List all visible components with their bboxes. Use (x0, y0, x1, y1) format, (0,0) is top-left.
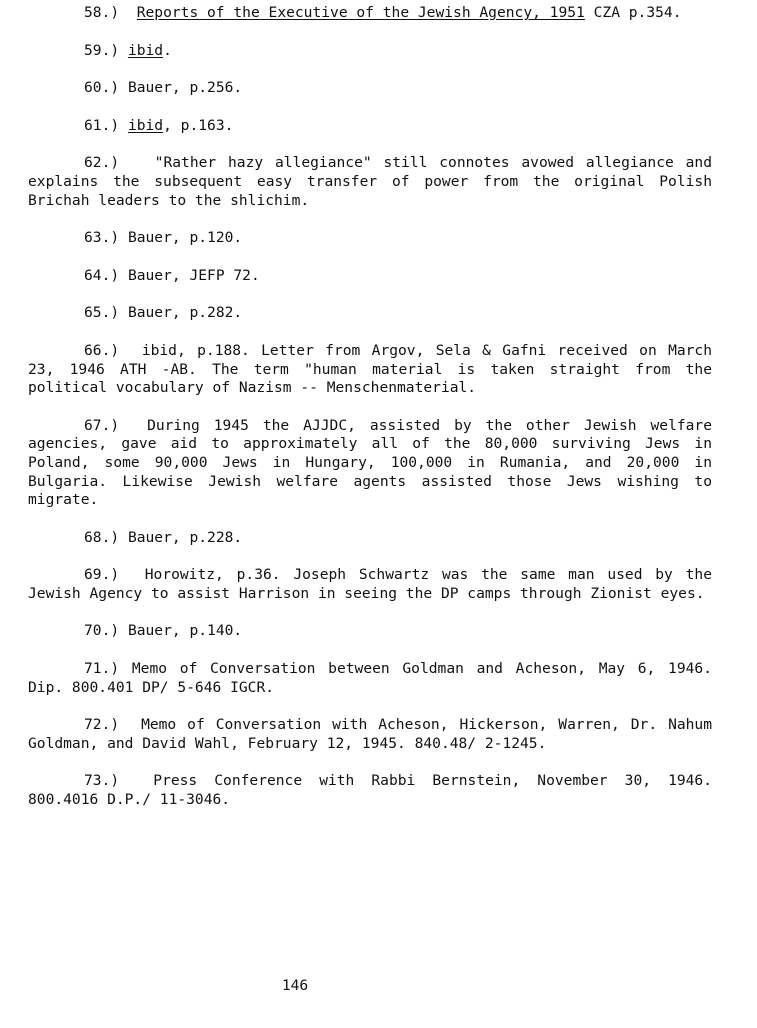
note-number: 68.) (84, 528, 120, 546)
note-text: ibid, p.188. Letter from Argov, Sela & Gafni received on March 23, 1946 ATH -AB. The term "human material is taken straight from the political vocabulary of Nazism -- Menschenmaterial. (28, 341, 713, 397)
note-number: 65.) (84, 304, 120, 322)
endnote-66 (28, 342, 712, 398)
note-number: 71.) (84, 660, 120, 678)
endnote-71 (28, 660, 712, 697)
endnote-60 (28, 79, 712, 98)
note-text: Bauer, JEFP 72. (127, 266, 260, 284)
note-number: 70.) (84, 622, 120, 640)
note-text: Memo of Conversation with Acheson, Hickerson, Warren, Dr. Nahum Goldman, and David Wahl, February 12, 1945. 840.48/ 2-1245. (28, 716, 712, 752)
endnote-63 (28, 229, 712, 248)
note-number: 66.) (84, 341, 120, 359)
endnote-65 (28, 304, 712, 323)
note-number: 60.) (84, 79, 120, 97)
note-number: 67.) (84, 416, 120, 434)
note-title: Reports of the Executive of the Jewish Agency, 1951 (136, 4, 585, 21)
note-text: Horowitz, p.36. Joseph Schwartz was the same man used by the Jewish Agency to assist Harrison in seeing the DP camps through Zionist eyes. (28, 566, 712, 602)
endnote-64 (28, 267, 712, 286)
note-text: Bauer, p.140. (127, 622, 243, 640)
note-number: 58.) (84, 4, 120, 21)
note-number: 59.) (84, 41, 120, 59)
note-number: 73.) (84, 772, 120, 790)
endnote-72 (28, 716, 712, 753)
endnote-73 (28, 772, 712, 809)
endnote-70 (28, 622, 712, 641)
endnote-61 (28, 117, 712, 136)
page-number: 146 (281, 977, 309, 994)
endnote-67 (28, 417, 712, 510)
note-number: 72.) (84, 716, 120, 734)
note-number: 63.) (84, 229, 120, 247)
note-text: Bauer, p.282. (127, 304, 243, 322)
endnotes-page (28, 4, 712, 829)
endnote-58 (28, 4, 712, 23)
endnote-69 (28, 566, 712, 603)
note-text: Bauer, p.228. (127, 528, 243, 546)
note-number: 61.) (84, 116, 120, 134)
endnote-62 (28, 154, 712, 210)
endnote-59 (28, 42, 712, 61)
note-title: ibid (127, 41, 164, 59)
note-text: Press Conference with Rabbi Bernstein, November 30, 1946. 800.4016 D.P./ 11-3046. (28, 772, 713, 809)
note-text: . (163, 41, 172, 59)
note-text: , p.163. (163, 116, 234, 134)
note-text: Memo of Conversation between Goldman and Acheson, May 6, 1946. Dip. 800.401 DP/ 5-646 IGCR. (28, 660, 712, 696)
note-number: 69.) (84, 566, 120, 584)
note-text: During 1945 the AJJDC, assisted by the other Jewish welfare agencies, gave aid to approximately all of the 80,000 surviving Jews in Poland, some 90,000 Jews in Hungary, 100,000 in Rumania, and 20,000 in Bulgaria. Likewise Jewish welfare agents assisted those Jews wishing to migrate. (28, 416, 712, 509)
note-text: "Rather hazy allegiance" still connotes avowed allegiance and explains the subsequent easy transfer of power from the original Polish Brichah leaders to the shlichim. (28, 154, 712, 209)
note-number: 64.) (84, 266, 120, 284)
note-text: CZA p.354. (584, 4, 682, 21)
note-text: Bauer, p.120. (127, 229, 243, 247)
note-title: ibid (127, 116, 164, 134)
endnote-68 (28, 529, 712, 548)
note-number: 62.) (84, 154, 120, 172)
note-text: Bauer, p.256. (127, 79, 243, 97)
